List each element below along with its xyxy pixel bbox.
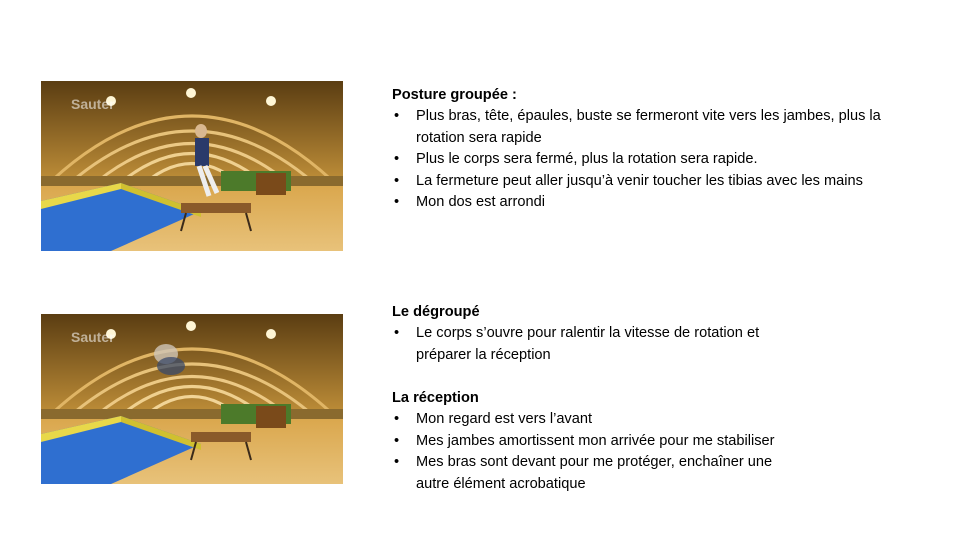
bullet-icon: • [394, 172, 400, 189]
list-item-text: Mes bras sont devant pour me protéger, enchaîner une autre élément acrobatique [416, 454, 773, 492]
list-item-text: Plus bras, tête, épaules, buste se fermeront vite vers les jambes, plus la rotation sera rapide [416, 108, 881, 146]
gym-photo-jump-image [41, 81, 343, 251]
list-item [392, 452, 802, 495]
list-item-text: Le corps s’ouvre pour ralentir la vitesse de rotation et préparer la réception [416, 325, 760, 363]
watermark-text: Sauter [71, 96, 115, 112]
bullet-list [392, 409, 802, 495]
list-item-text: Mon regard est vers l’avant [416, 411, 593, 428]
bullet-icon: • [394, 325, 400, 342]
bullet-icon: • [394, 454, 400, 471]
section-posture-groupee [392, 85, 892, 213]
list-item-text: Plus le corps sera fermé, plus la rotation sera rapide. [416, 151, 758, 168]
bullet-list [392, 106, 892, 213]
section-degroupe [392, 302, 892, 366]
bullet-list [392, 323, 892, 366]
gym-photo-jump [41, 81, 343, 251]
list-item-text: Mes jambes amortissent mon arrivée pour me stabiliser [416, 432, 775, 449]
list-item [392, 106, 892, 149]
gym-photo-landing-image [41, 314, 343, 484]
list-item [392, 431, 776, 452]
bullet-icon: • [394, 194, 400, 211]
list-item [392, 171, 892, 192]
list-item [392, 323, 816, 366]
section-heading: Posture groupée : [392, 87, 517, 103]
section-heading: Le dégroupé [392, 304, 480, 320]
list-item [392, 192, 892, 213]
bullet-icon: • [394, 411, 400, 428]
section-heading: La réception [392, 390, 479, 406]
bullet-icon: • [394, 432, 400, 449]
list-item [392, 409, 802, 430]
bullet-icon: • [394, 108, 400, 125]
list-item [392, 149, 892, 170]
section-reception [392, 388, 892, 495]
watermark-text: Sauter [71, 329, 115, 345]
gym-photo-landing [41, 314, 343, 484]
list-item-text: La fermeture peut aller jusqu’à venir toucher les tibias avec les mains [416, 172, 863, 189]
list-item-text: Mon dos est arrondi [416, 194, 545, 211]
bullet-icon: • [394, 151, 400, 168]
